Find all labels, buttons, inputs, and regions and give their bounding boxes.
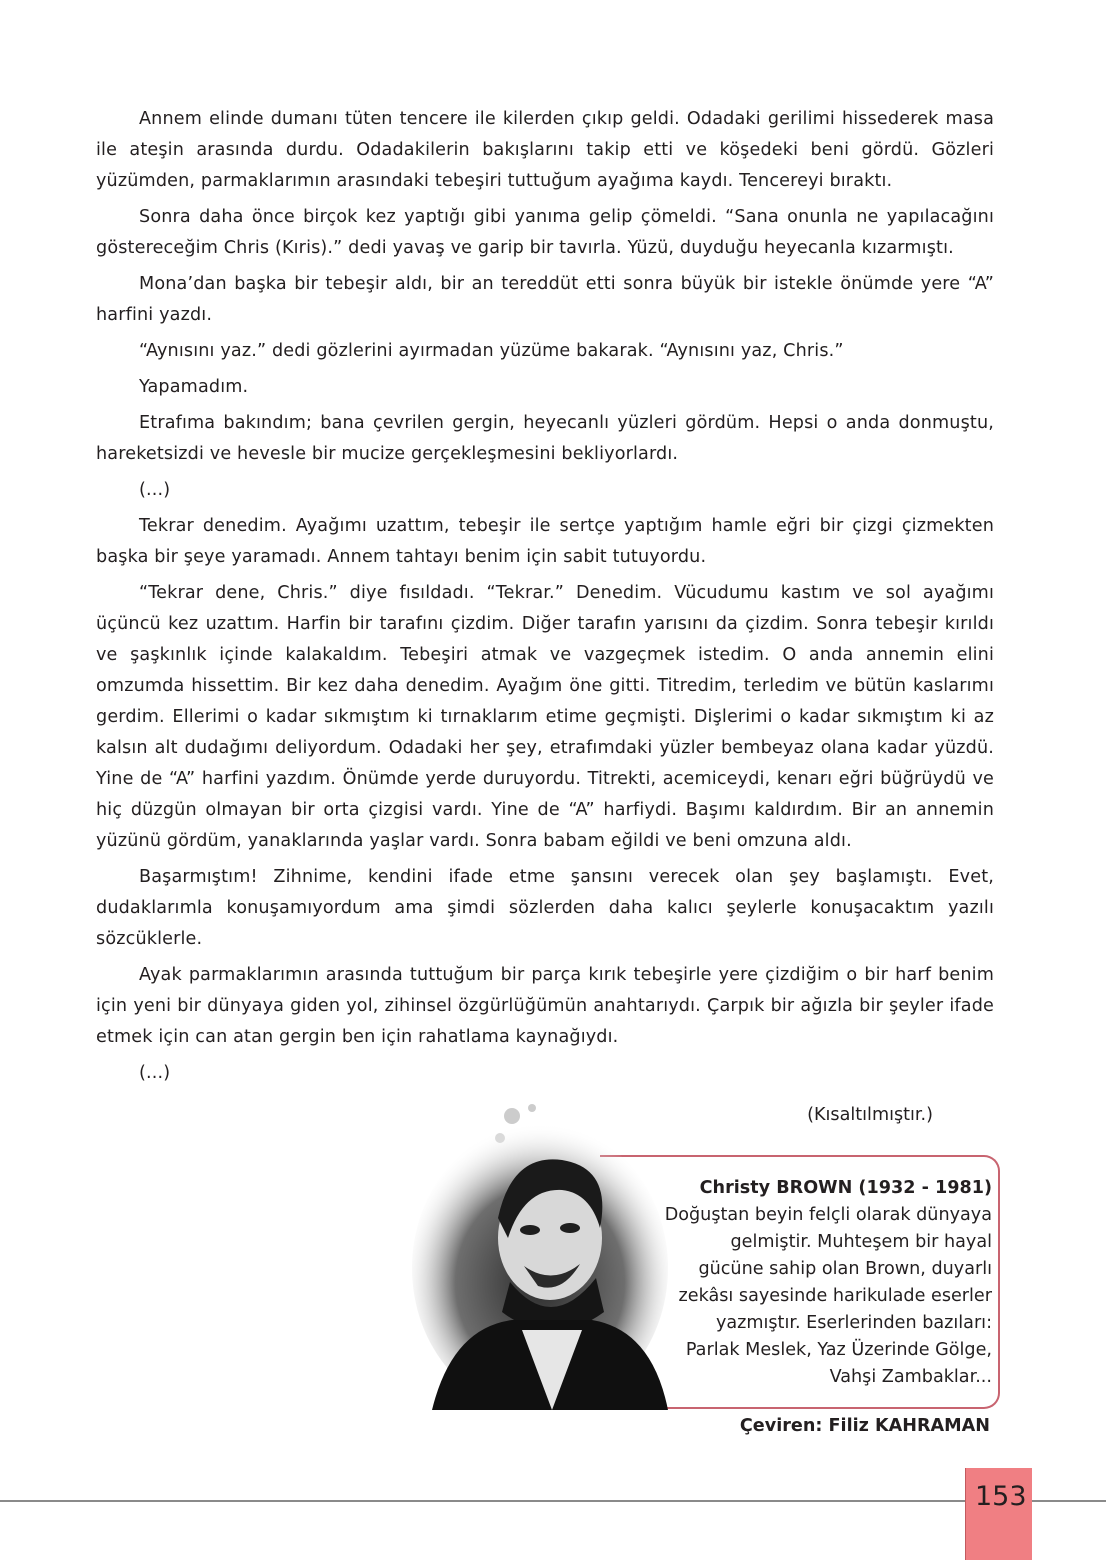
story-paragraph: Annem elinde dumanı tüten tencere ile kilerden çıkıp geldi. Odadaki gerilimi hissederek masa ile ateşin arasında durdu. Odadakilerin bakışlarını takip etti ve köşedeki beni gördü. Gözleri yüzümden, parmaklarımın arasındaki tebeşiri tuttuğum ayağıma kaydı. Tencereyi bıraktı. xyxy=(96,109,994,191)
story-paragraph: Tekrar denedim. Ayağımı uzattım, tebeşir ile sertçe yaptığım hamle eğri bir çizgi çizmekten başka bir şeye yaramadı. Annem tahtayı benim için sabit tutuyordu. xyxy=(96,516,994,567)
translator-credit: Çeviren: Filiz KAHRAMAN xyxy=(739,1416,990,1436)
author-bio-text: Doğuştan beyin felçli olarak dünyaya gelmiştir. Muhteşem bir hayal gücüne sahip olan Brown, duyarlı zekâsı sayesinde harikulade eserler yazmıştır. Eserlerinden bazıları: Parlak Meslek, Yaz Üzerinde Gölge, Vahşi Zambaklar... xyxy=(664,1205,992,1387)
story-paragraph: Başarmıştım! Zihnime, kendini ifade etme şansını verecek olan şey başlamıştı. Evet, dudaklarımla konuşamıyordum ama şimdi sözlerden daha kalıcı şeylerle konuşacaktım yazılı sözcüklerle. xyxy=(96,867,994,949)
story-paragraph: Mona’dan başka bir tebeşir aldı, bir an tereddüt etti sonra büyük bir istekle önümde yere “A” harfini yazdı. xyxy=(96,274,994,325)
story-text xyxy=(96,104,994,1094)
story-paragraph: “Tekrar dene, Chris.” diye fısıldadı. “Tekrar.” Denedim. Vücudumu kastım ve sol ayağımı üçüncü kez uzattım. Harfin bir tarafını çizdim. Diğer tarafın yarısını da çizdim. Sonra tebeşir kırıldı ve şaşkınlık içinde kalakaldım. Tebeşiri atmak ve vazgeçmek istedim. O anda annemin elini omzumda hissettim. Bir kez daha denedim. Ayağım öne gitti. Titredim, terledim ve bütün kaslarımı gerdim. Ellerimi o kadar sıkmıştım ki tırnaklarım etime geçmişti. Dişlerimi o kadar sıkmıştım ki az kalsın alt dudağımı deliyordum. Odadaki her şey, etrafımdaki yüzler bembeyaz olana kadar yüzdü. Yine de “A” harfini yazdım. Önümde yerde duruyordu. Titrekti, acemiceydi, kenarı eğri büğrüydü ve hiç düzgün olmayan bir orta çizgisi vardı. Yine de “A” harfiydi. Başımı kaldırdım. Bir an annemin yüzünü gördüm, yanaklarında yaşlar vardı. Sonra babam eğildi ve beni omzuna aldı. xyxy=(96,583,994,851)
author-name: Christy BROWN (1932 - 1981) xyxy=(699,1178,992,1198)
story-paragraph: (...) xyxy=(139,1063,171,1083)
author-bio xyxy=(662,1175,992,1391)
abridged-note: (Kısaltılmıştır.) xyxy=(807,1105,933,1125)
story-paragraph: Ayak parmaklarımın arasında tuttuğum bir parça kırık tebeşirle yere çizdiğim o bir harf benim için yeni bir dünyaya giden yol, zihinsel özgürlüğümün anahtarıydı. Çarpık bir ağızla bir şeyler ifade etmek için can atan gergin ben için rahatlama kaynağıydı. xyxy=(96,965,994,1047)
story-paragraph: Etrafıma bakındım; bana çevrilen gergin, heyecanlı yüzleri gördüm. Hepsi o anda donmuştu, hareketsizdi ve hevesle bir mucize gerçekleşmesini bekliyorlardı. xyxy=(96,413,994,464)
story-paragraph: Yapamadım. xyxy=(139,377,249,397)
story-paragraph: “Aynısını yaz.” dedi gözlerini ayırmadan yüzüme bakarak. “Aynısını yaz, Chris.” xyxy=(139,341,844,361)
author-portrait xyxy=(412,1098,668,1410)
story-paragraph: Sonra daha önce birçok kez yaptığı gibi yanıma gelip çömeldi. “Sana onunla ne yapılacağını göstereceğim Chris (Kıris).” dedi yavaş ve garip bir tavırla. Yüzü, duyduğu heyecanla kızarmıştı. xyxy=(96,207,994,258)
page-number: 153 xyxy=(975,1481,1027,1512)
story-paragraph: (...) xyxy=(139,480,171,500)
footer-rule xyxy=(0,1500,1106,1502)
